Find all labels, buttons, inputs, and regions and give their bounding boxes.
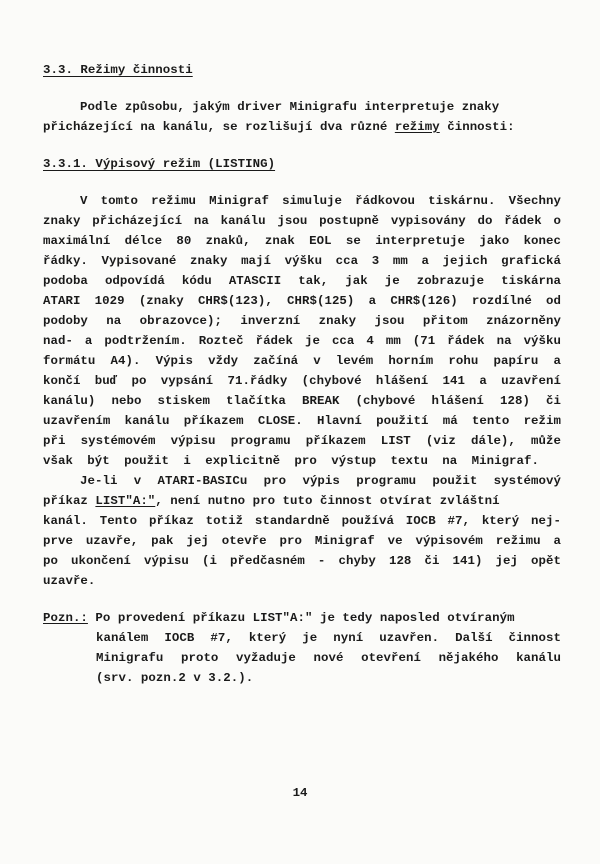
modes-term: režimy xyxy=(394,120,440,134)
section-heading: 3.3. Režimy činnosti xyxy=(43,63,193,77)
paragraph-line: uzavře. xyxy=(43,574,96,588)
list-command: LIST"A:" xyxy=(95,494,156,508)
paragraph-line: prve uzavře, pak jej otevře pro Minigraf ve výpisovém režimu a xyxy=(43,534,561,548)
paragraph-line: po ukončení výpisu (i předčasném - chyby 128 či 141) jej opět xyxy=(43,554,561,568)
paragraph-line: kanál. Tento příkaz totiž standardně používá IOCB #7, který nej- xyxy=(43,514,561,528)
paragraph-line xyxy=(43,493,500,509)
paragraph-line: formátu A4). Výpis vždy začíná v levém horním rohu papíru a xyxy=(43,354,561,368)
paragraph-line: ATARI 1029 (znaky CHR$(123), CHR$(125) a CHR$(126) rozdílné od xyxy=(43,294,561,308)
paragraph-line: nad- a podtržením. Rozteč řádek je cca 4 mm (71 řádek na výšku xyxy=(43,334,561,348)
paragraph-line: uzavřením kanálu příkazem CLOSE. Hlavní použití má tento režim xyxy=(43,414,561,428)
paragraph-line: podoba odpovídá kódu ATASCII tak, jak je zobrazuje tiskárna xyxy=(43,274,561,288)
paragraph-line: končí buď po vypsání 71.řádky (chybové hlášení 141 a uzavření xyxy=(43,374,561,388)
paragraph-line: řádky. Vypisované znaky mají výšku cca 3 mm a jejich grafická xyxy=(43,254,561,268)
intro-text: přicházející na kanálu, se rozlišují dva různé xyxy=(43,120,395,134)
note-line: kanálem IOCB #7, který je nyní uzavřen. Další činnost xyxy=(96,631,561,645)
note-line: Minigrafu proto vyžaduje nové otevření nějakého kanálu xyxy=(96,651,561,665)
paragraph-line: maximální délce 80 znaků, znak EOL se interpretuje jako konec xyxy=(43,234,561,248)
intro-line-2 xyxy=(43,119,515,135)
paragraph-line: Je-li v ATARI-BASICu pro výpis programu použit systémový xyxy=(80,474,561,488)
intro-line-1: Podle způsobu, jakým driver Minigrafu interpretuje znaky xyxy=(80,100,500,114)
note-first-line xyxy=(43,610,515,626)
paragraph-line: kanálu) nebo stiskem tlačítka BREAK (chybové hlášení 128) či xyxy=(43,394,561,408)
page-number: 14 xyxy=(292,786,308,800)
paragraph-line: znaky přicházející na kanálu jsou postupně vypisovány do řádek o xyxy=(43,214,561,228)
command-prefix: příkaz xyxy=(43,494,96,508)
paragraph-line: V tomto režimu Minigraf simuluje řádkovou tiskárnu. Všechny xyxy=(80,194,561,208)
paragraph-line: při systémovém výpisu programu příkazem LIST (viz dále), může xyxy=(43,434,561,448)
note-label: Pozn.: xyxy=(43,611,88,625)
note-text: Po provedení příkazu LIST"A:" je tedy naposled otvíraným xyxy=(87,611,515,625)
paragraph-line: však být použit i explicitně pro výstup textu na Minigraf. xyxy=(43,454,539,468)
paragraph-line: podoby na obrazovce); inverzní znaky jsou přitom znázorněny xyxy=(43,314,561,328)
note-line: (srv. pozn.2 v 3.2.). xyxy=(96,671,254,685)
command-suffix: , není nutno pro tuto činnost otvírat zvláštní xyxy=(155,494,500,508)
subsection-heading: 3.3.1. Výpisový režim (LISTING) xyxy=(43,157,276,171)
intro-text-end: činnosti: xyxy=(439,120,515,134)
